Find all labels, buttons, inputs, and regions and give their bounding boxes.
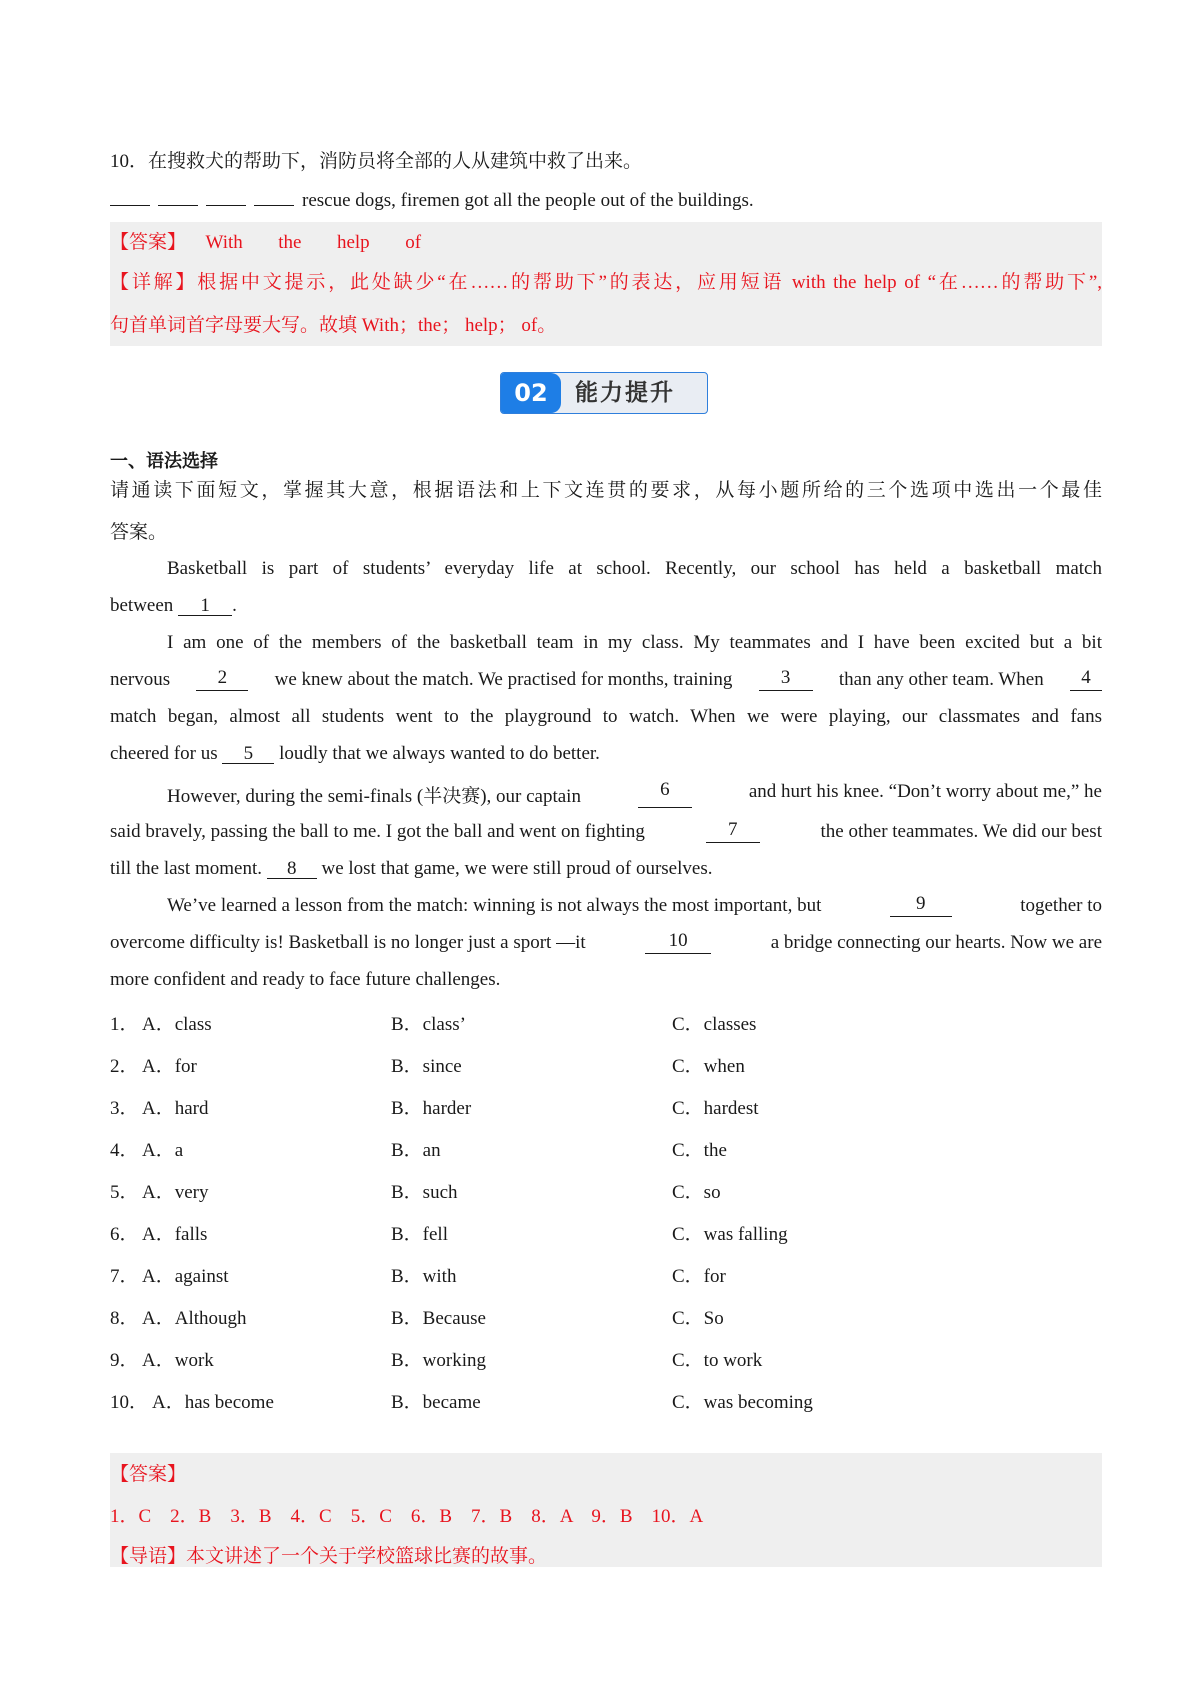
passage-text: till the last moment.: [110, 858, 262, 879]
passage-p2-line-3: match began, almost all students went to the playground to watch. When we were playing, our classmates and fans: [110, 706, 1102, 727]
passage-text: the other teammates. We did our best: [820, 821, 1102, 842]
passage-p4-line-3: more confident and ready to face future challenges.: [110, 969, 501, 990]
option-b: B．Because: [391, 1308, 486, 1329]
passage-text: cheered for us: [110, 743, 218, 764]
question-10-english-text: rescue dogs, firemen got all the people out of the buildings.: [302, 190, 754, 211]
option-b: B．harder: [391, 1098, 472, 1119]
passage-text: together to: [1020, 895, 1102, 916]
option-a: A．class: [142, 1014, 212, 1035]
passage-p2-line-4: [110, 743, 600, 765]
option-c: C．classes: [672, 1014, 757, 1035]
option-c: C．to work: [672, 1350, 763, 1371]
option-number: 7．: [110, 1266, 139, 1287]
blank-5: 5: [222, 745, 274, 764]
option-a: A．falls: [142, 1224, 208, 1245]
passage-text: However, during the semi-finals (半决赛), our captain: [167, 786, 581, 807]
blank: [158, 187, 198, 206]
option-b: B．since: [391, 1056, 462, 1077]
answer-label: 【答案】: [110, 232, 187, 253]
blank: [254, 187, 294, 206]
option-b: B．became: [391, 1392, 481, 1413]
option-a: A．a: [142, 1140, 184, 1161]
option-c: C．So: [672, 1308, 724, 1329]
option-c: C．so: [672, 1182, 721, 1203]
option-a: A．very: [142, 1182, 209, 1203]
option-a: A．has become: [152, 1392, 274, 1413]
answer-box: [110, 1453, 1102, 1567]
option-number: 9．: [110, 1350, 139, 1371]
intro-text: 【导语】本文讲述了一个关于学校篮球比赛的故事。: [110, 1546, 548, 1567]
instruction-line-2: 答案。: [110, 522, 168, 543]
option-number: 5．: [110, 1182, 139, 1203]
answer-word: With: [205, 232, 243, 253]
option-number: 10．: [110, 1392, 149, 1413]
passage-p3-line-2: [110, 821, 1102, 843]
option-c: C．was becoming: [672, 1392, 813, 1413]
answer-line: [110, 227, 421, 254]
blank-6: 6: [638, 781, 692, 808]
passage-p1-line-1: Basketball is part of students’ everyday life at school. Recently, our school has held a basketball match: [167, 558, 1102, 579]
passage-text: We’ve learned a lesson from the match: winning is not always the most important, but: [167, 895, 822, 916]
passage-p4-line-2: [110, 932, 1102, 954]
option-number: 4．: [110, 1140, 139, 1161]
question-10-english: [110, 187, 754, 212]
blank-10: 10: [645, 932, 711, 954]
option-c: C．hardest: [672, 1098, 759, 1119]
section-heading: 一、语法选择: [110, 451, 218, 472]
option-a: A．for: [142, 1056, 197, 1077]
option-c: C．when: [672, 1056, 745, 1077]
passage-text: .: [232, 595, 237, 616]
passage-text: overcome difficulty is! Basketball is no longer just a sport —it: [110, 932, 586, 953]
passage-p4-line-1: [167, 895, 1102, 917]
question-10-chinese: 10．在搜救犬的帮助下，消防员将全部的人从建筑中救了出来。: [110, 151, 643, 172]
passage-text: said bravely, passing the ball to me. I got the ball and went on fighting: [110, 821, 645, 842]
blank-9: 9: [890, 895, 952, 917]
passage-text: between: [110, 595, 174, 616]
blank-1: 1: [178, 597, 232, 616]
option-number: 8．: [110, 1308, 139, 1329]
option-a: A．Although: [142, 1308, 247, 1329]
option-a: A．work: [142, 1350, 214, 1371]
blank-8: 8: [267, 860, 317, 879]
blank-4: 4: [1070, 669, 1102, 691]
option-a: A．against: [142, 1266, 229, 1287]
explanation-line-2: 句首单词首字母要大写。故填 With；the； help； of。: [110, 315, 557, 336]
blank-7: 7: [706, 821, 760, 843]
passage-text: we knew about the match. We practised for months, training: [274, 669, 733, 690]
section-badge: [500, 372, 708, 414]
blank: [206, 187, 246, 206]
option-b: B．working: [391, 1350, 487, 1371]
option-a: A．hard: [142, 1098, 209, 1119]
option-b: B．fell: [391, 1224, 448, 1245]
passage-text: and hurt his knee. “Don’t worry about me,” he: [748, 781, 1102, 802]
answer-box-previous: [110, 222, 1102, 346]
instruction-line-1: 请通读下面短文，掌握其大意，根据语法和上下文连贯的要求，从每小题所给的三个选项中选出一个最佳: [110, 480, 1102, 501]
passage-text: we lost that game, we were still proud of ourselves.: [321, 858, 713, 879]
passage-text: a bridge connecting our hearts. Now we are: [770, 932, 1102, 953]
section-number: 02: [501, 373, 561, 413]
option-c: C．for: [672, 1266, 726, 1287]
answer-word: help: [336, 232, 370, 253]
option-c: C．was falling: [672, 1224, 788, 1245]
answer-keys: 1．C 2．B 3．B 4．C 5．C 6．B 7．B 8．A 9．B 10．A: [110, 1506, 704, 1527]
option-number: 2．: [110, 1056, 139, 1077]
blank-2: 2: [196, 669, 248, 691]
option-number: 3．: [110, 1098, 139, 1119]
section-title: 能力提升: [575, 380, 675, 406]
passage-p2-line-1: I am one of the members of the basketball team in my class. My teammates and I have been excited but a bit: [167, 632, 1102, 653]
passage-p3-line-3: [110, 858, 712, 880]
explanation-line-1: 【详解】根据中文提示，此处缺少“在……的帮助下”的表达，应用短语 with the help of “在……的帮助下”,: [110, 272, 1102, 293]
blank: [110, 187, 150, 206]
answer-label: 【答案】: [110, 1464, 187, 1485]
passage-text: nervous: [110, 669, 171, 690]
option-number: 1．: [110, 1014, 139, 1035]
option-b: B．such: [391, 1182, 458, 1203]
passage-p3-line-1: [167, 781, 1102, 808]
option-b: B．with: [391, 1266, 457, 1287]
passage-p2-line-2: [110, 669, 1102, 691]
answer-word: the: [278, 232, 302, 253]
option-b: B．class’: [391, 1014, 466, 1035]
option-b: B．an: [391, 1140, 441, 1161]
passage-p1-line-2: [110, 595, 237, 617]
option-c: C．the: [672, 1140, 727, 1161]
answer-word: of: [405, 232, 422, 253]
passage-text: loudly that we always wanted to do better.: [279, 743, 600, 764]
blank-3: 3: [759, 669, 813, 691]
option-number: 6．: [110, 1224, 139, 1245]
passage-text: than any other team. When: [838, 669, 1044, 690]
